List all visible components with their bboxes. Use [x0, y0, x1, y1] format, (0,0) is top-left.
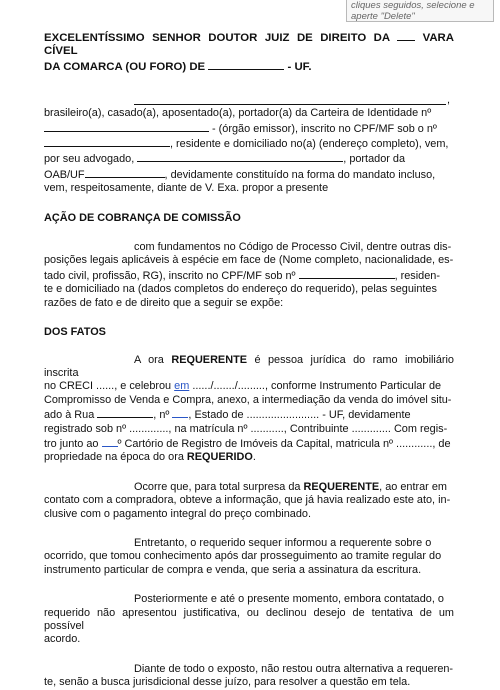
blank-cpf [44, 136, 170, 147]
blank-plaintiff-name [134, 94, 446, 105]
blank-comarca [208, 59, 284, 70]
action-title: AÇÃO DE COBRANÇA DE COMISSÃO [44, 211, 241, 224]
blank-court-number [397, 30, 415, 41]
blank-oab [85, 167, 165, 178]
blank-defendant-cpf [299, 268, 395, 279]
petition-document [44, 30, 454, 690]
blank-street [97, 407, 153, 418]
qualification-section: , brasileiro(a), casado(a), aposentado(a), portador(a) da Carteira de Identidade nº - (órgão emissor), inscrito no CPF/MF sob o nº , residente e domiciliado no(a) (endereço completo), vem, por seu advogado, , portador da OAB/UF , devidamente constituído na forma do mandato incluso, vem, respeitosamente, diante de V. Exa. propor a presente [44, 94, 454, 195]
facts-paragraph-5: Diante de todo o exposto, não restou outra alternativa a requeren- te, senão a busca jurisdicional desse juízo, para resolver a questão em tela. [44, 662, 454, 689]
blank-number [172, 407, 188, 418]
facts-paragraph-4: Posteriormente e até o presente momento, embora contatado, o requerido não apresentou justificativa, ou declinou desejo de tentativa de um possível acordo. [44, 593, 454, 646]
blank-registry [102, 436, 118, 447]
facts-title: DOS FATOS [44, 326, 106, 339]
instruction-note-text: cliques seguidos, selecione e aperte "Delete" [351, 0, 475, 22]
qualification-text: brasileiro(a), casado(a), aposentado(a), portador(a) da Carteira de Identidade nº - (órgão emissor), inscrito no CPF/MF sob o nº , residente e domiciliado no(a) (endereço completo), vem, por seu advogado, , portador da OAB/UF , devidamente constituído na forma do mandato incluso, vem, respeitosamente, diante de V. Exa. propor a presente [44, 107, 449, 195]
action-text: com fundamentos no Código de Processo Civil, dentre outras dis- posições legais aplicáveis à espécie em face de (Nome completo, nacionalidade, es- tado civil, profissão, RG), inscrito no CPF/MF sob nº , residen- te e domiciliado na (dados completos do endereço do requerido), pelas seguintes razões de fato e de direito que a seguir se expõe: [44, 241, 454, 309]
blank-rg [44, 121, 209, 132]
instruction-note [346, 0, 494, 22]
court-header: EXCELENTÍSSIMO SENHOR DOUTOR JUIZ DE DIREITO DA VARA CÍVEL DA COMARCA (OU FORO) DE - UF. [44, 32, 455, 73]
facts-paragraph-3: Entretanto, o requerido sequer informou a requerente sobre o ocorrido, que tomou conhecimento após dar prosseguimento ao tramite regular do instrumento particular de compra e venda, que seria a assinatura da escritura. [44, 536, 442, 576]
facts-paragraph-1: A ora REQUERENTE é pessoa jurídica do ramo imobiliário inscrita no CRECI ......, e celebrou em ....../......./........., conforme Instrumento Particular de Compromisso de Venda e Compra, anexo, a intermediação da venda do imóvel situ- ado à Rua , nº , Estado de ........................ - UF, devidamente registrado sob nº ............., na matrícula nº ..........., Contribuinte ............. Com regis- tro junto ao º Cartório de Registro de Imóveis da Capital, matricula nº ............, de propriedade na época do ora REQUERIDO. [44, 353, 454, 464]
blank-lawyer [137, 151, 343, 162]
facts-paragraph-2: Ocorre que, para total surpresa da REQUERENTE, ao entrar em contato com a compradora, obteve a informação, que já havia realizado este ato, in- clusive com o pagamento integral do preço combinado. [44, 480, 451, 520]
